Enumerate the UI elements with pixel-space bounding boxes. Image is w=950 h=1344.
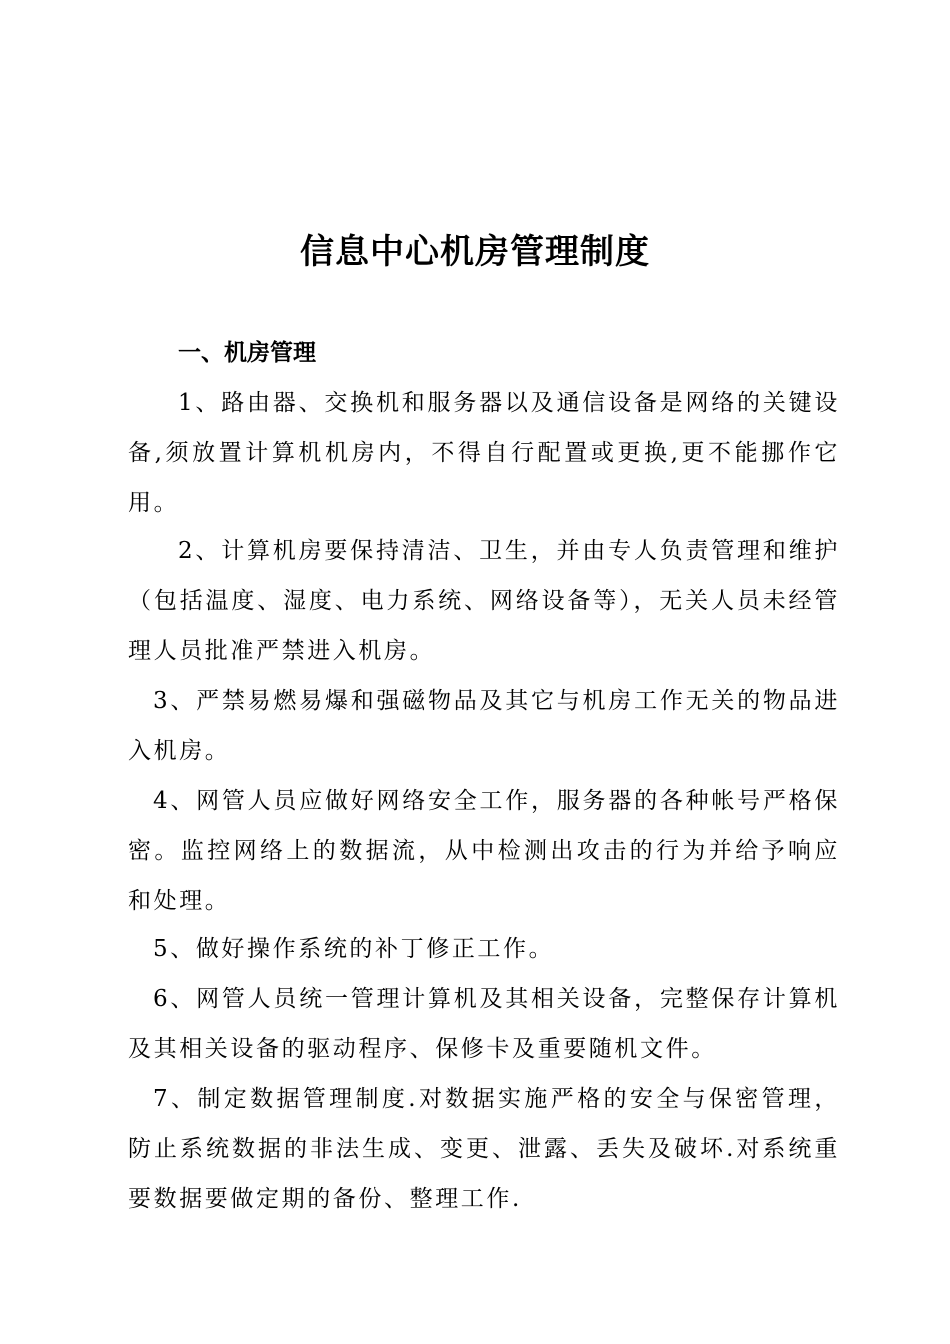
paragraph-item-1: 1、路由器、交换机和服务器以及通信设备是网络的关键设备,须放置计算机机房内，不得自行配置或更换,更不能挪作它用。 bbox=[128, 390, 840, 516]
paragraph-item-2: 2、计算机房要保持清洁、卫生，并由专人负责管理和维护（包括温度、湿度、电力系统、网络设备等），无关人员未经管理人员批准严禁进入机房。 bbox=[128, 538, 840, 664]
section-heading-room-management: 一、机房管理 bbox=[178, 340, 316, 366]
paragraph-item-6: 6、网管人员统一管理计算机及其相关设备，完整保存计算机及其相关设备的驱动程序、保修卡及重要随机文件。 bbox=[128, 986, 840, 1062]
paragraph-item-3: 3、严禁易燃易爆和强磁物品及其它与机房工作无关的物品进入机房。 bbox=[128, 688, 840, 764]
document-title: 信息中心机房管理制度 bbox=[300, 232, 650, 272]
paragraph-item-4: 4、网管人员应做好网络安全工作，服务器的各种帐号严格保密。监控网络上的数据流，从中检测出攻击的行为并给予响应和处理。 bbox=[128, 788, 840, 914]
paragraph-item-7: 7、制定数据管理制度.对数据实施严格的安全与保密管理，防止系统数据的非法生成、变更、泄露、丢失及破坏.对系统重要数据要做定期的备份、整理工作. bbox=[128, 1086, 840, 1212]
paragraph-item-5: 5、做好操作系统的补丁修正工作。 bbox=[153, 936, 555, 962]
